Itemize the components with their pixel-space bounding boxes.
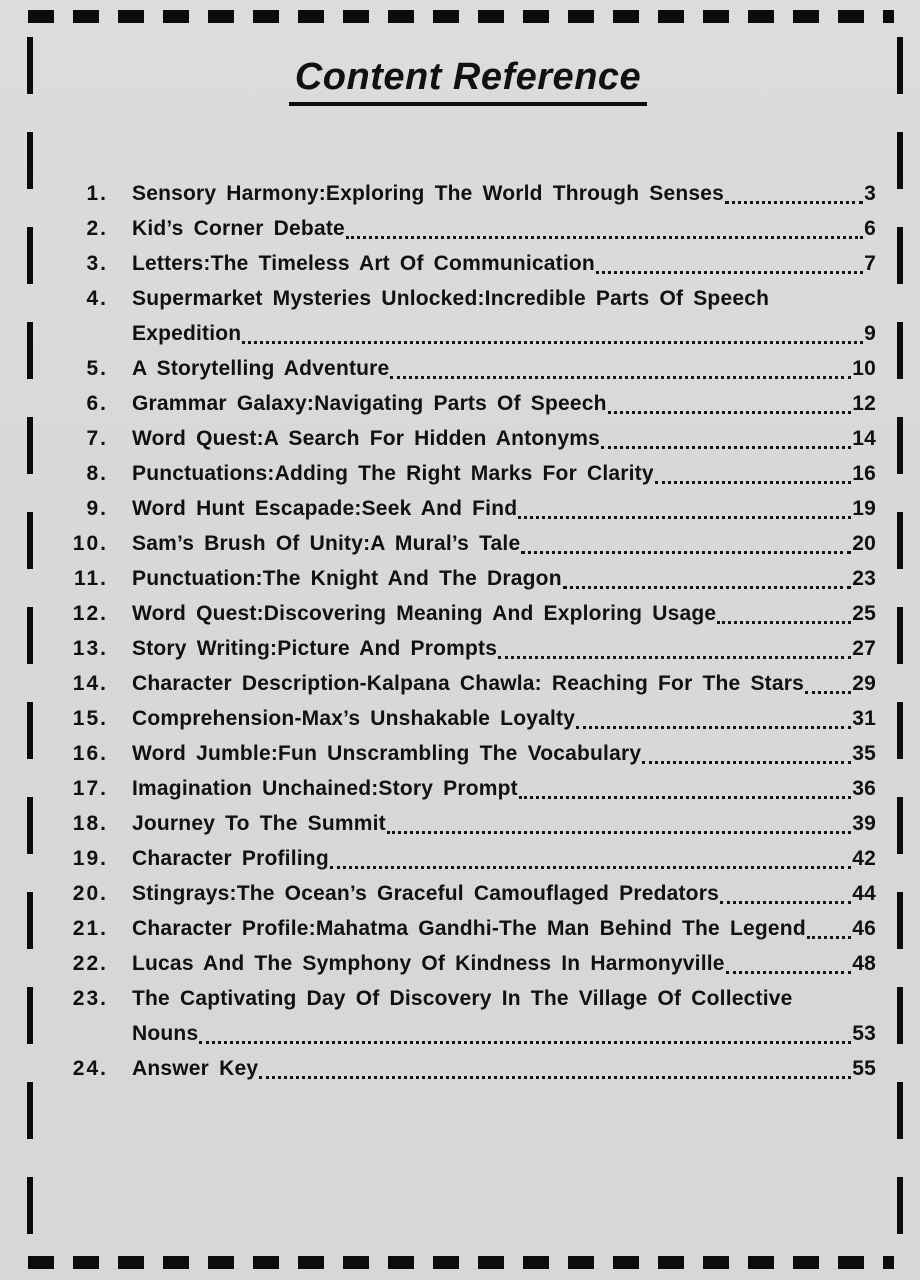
toc-item-title-line: Lucas And The Symphony Of Kindness In Harmonyville — [132, 952, 725, 975]
toc-item-page-number: 48 — [852, 952, 876, 975]
toc-item — [70, 876, 876, 911]
toc-item-body — [132, 701, 876, 736]
toc-leader-dots — [717, 596, 851, 624]
toc-item-page-number: 42 — [852, 847, 876, 870]
toc-item — [70, 351, 876, 386]
toc-item-number: 8. — [86, 462, 108, 485]
toc-item-title-line: Imagination Unchained:Story Prompt — [132, 777, 518, 800]
toc-item-page-number: 9 — [864, 322, 876, 345]
toc-item-page-number: 25 — [852, 602, 876, 625]
toc-item-last-line — [132, 771, 876, 806]
toc-item-body — [132, 666, 876, 701]
toc-item-title-line: Grammar Galaxy:Navigating Parts Of Speech — [132, 392, 607, 415]
toc-item-number: 20. — [72, 882, 108, 905]
toc-item-number: 5. — [86, 357, 108, 380]
toc-item-number: 18. — [72, 812, 108, 835]
toc-item-page-number: 6 — [864, 217, 876, 240]
toc-item-number: 17. — [72, 777, 108, 800]
toc-leader-dots — [518, 491, 851, 519]
toc-item-page-number: 3 — [864, 182, 876, 205]
toc-item-title-line: Sam’s Brush Of Unity:A Mural’s Tale — [132, 532, 521, 555]
toc-item-last-line — [132, 736, 876, 771]
toc-item-number: 24. — [72, 1057, 108, 1080]
toc-item-title-line: A Storytelling Adventure — [132, 357, 390, 380]
toc-item-last-line — [132, 841, 876, 876]
toc-item-number: 1. — [86, 182, 108, 205]
toc-item-body — [132, 491, 876, 526]
toc-item-number: 23. — [72, 987, 108, 1010]
toc-item-title-line: Punctuation:The Knight And The Dragon — [132, 567, 562, 590]
dashed-border-top — [28, 10, 894, 23]
toc-leader-dots — [576, 701, 851, 729]
toc-item-body — [132, 1051, 876, 1086]
toc-item — [70, 701, 876, 736]
toc-leader-dots — [259, 1051, 851, 1079]
toc-item-title-line: Stingrays:The Ocean’s Graceful Camouflaged Predators — [132, 882, 719, 905]
toc-item-body — [132, 246, 876, 281]
toc-leader-dots — [805, 666, 851, 694]
toc-item-body — [132, 281, 876, 351]
toc-item-body — [132, 421, 876, 456]
toc-leader-dots — [387, 806, 851, 834]
toc-item-last-line — [132, 211, 876, 246]
dashed-border-left — [27, 37, 33, 1242]
toc-item-last-line — [132, 946, 876, 981]
toc-item — [70, 736, 876, 771]
toc-item-last-line — [132, 176, 876, 211]
toc-item-page-number: 16 — [852, 462, 876, 485]
toc-item-title-line: Word Quest:A Search For Hidden Antonyms — [132, 427, 601, 450]
toc-item — [70, 911, 876, 946]
toc-item-title-line: Character Description-Kalpana Chawla: Reaching For The Stars — [132, 672, 804, 695]
toc-item-number: 6. — [86, 392, 108, 415]
toc-item-body — [132, 981, 876, 1051]
toc-item-number: 14. — [72, 672, 108, 695]
toc-leader-dots — [519, 771, 851, 799]
toc-item — [70, 456, 876, 491]
toc-item-title-line: Expedition — [132, 322, 242, 345]
toc-leader-dots — [601, 421, 851, 449]
toc-leader-dots — [199, 1016, 851, 1044]
toc-item-title-line: Story Writing:Picture And Prompts — [132, 637, 498, 660]
toc-item-body — [132, 526, 876, 561]
toc-item — [70, 631, 876, 666]
page-title: Content Reference — [289, 56, 647, 106]
dashed-border-right — [897, 37, 903, 1242]
toc-item-last-line — [132, 526, 876, 561]
toc-item-last-line — [132, 806, 876, 841]
toc-item-number: 12. — [72, 602, 108, 625]
toc-item-page-number: 44 — [852, 882, 876, 905]
toc-item-number: 13. — [72, 637, 108, 660]
toc-item-body — [132, 631, 876, 666]
toc-item-title-line: Punctuations:Adding The Right Marks For Clarity — [132, 462, 654, 485]
toc-item-last-line — [132, 876, 876, 911]
toc-item-number: 4. — [86, 287, 108, 310]
toc-item-body — [132, 561, 876, 596]
toc-item — [70, 946, 876, 981]
toc-item-title-line: Letters:The Timeless Art Of Communication — [132, 252, 595, 275]
toc-leader-dots — [725, 176, 863, 204]
toc-item-number: 22. — [72, 952, 108, 975]
toc-item-body — [132, 176, 876, 211]
toc-item-number: 15. — [72, 707, 108, 730]
toc-item-number: 2. — [86, 217, 108, 240]
toc-leader-dots — [720, 876, 851, 904]
toc-item-number: 9. — [86, 497, 108, 520]
toc-item-title-line: Comprehension-Max’s Unshakable Loyalty — [132, 707, 576, 730]
toc-item-last-line — [132, 631, 876, 666]
toc-item-last-line — [132, 351, 876, 386]
toc-item-last-line — [132, 911, 876, 946]
toc-item-last-line — [132, 456, 876, 491]
toc-item-page-number: 53 — [852, 1022, 876, 1045]
dashed-border-bottom — [28, 1256, 894, 1269]
toc-leader-dots — [346, 211, 863, 239]
toc-item-last-line — [132, 666, 876, 701]
toc-item — [70, 666, 876, 701]
toc-leader-dots — [390, 351, 851, 379]
toc-item-page-number: 31 — [852, 707, 876, 730]
toc-item — [70, 771, 876, 806]
toc-leader-dots — [498, 631, 851, 659]
toc-item-body — [132, 386, 876, 421]
toc-item-body — [132, 771, 876, 806]
toc-item-page-number: 10 — [852, 357, 876, 380]
toc-item — [70, 281, 876, 351]
toc-item-page-number: 55 — [852, 1057, 876, 1080]
toc-leader-dots — [596, 246, 863, 274]
toc-item-title-line: Word Hunt Escapade:Seek And Find — [132, 497, 518, 520]
toc-item — [70, 176, 876, 211]
toc-leader-dots — [608, 386, 852, 414]
toc-item-page-number: 20 — [852, 532, 876, 555]
toc-item-body — [132, 876, 876, 911]
toc-leader-dots — [807, 911, 851, 939]
toc-item-page-number: 12 — [852, 392, 876, 415]
toc-item-page-number: 35 — [852, 742, 876, 765]
toc-item-body — [132, 911, 876, 946]
toc-item — [70, 561, 876, 596]
toc-item-title-line: Word Jumble:Fun Unscrambling The Vocabulary — [132, 742, 642, 765]
toc-item-page-number: 29 — [852, 672, 876, 695]
toc-list — [70, 176, 876, 1086]
toc-item-body — [132, 806, 876, 841]
toc-leader-dots — [726, 946, 852, 974]
toc-item-number: 21. — [72, 917, 108, 940]
toc-item-title-line: Character Profile:Mahatma Gandhi-The Man Behind The Legend — [132, 917, 806, 940]
toc-item-last-line — [132, 596, 876, 631]
toc-leader-dots — [521, 526, 851, 554]
toc-item-page-number: 36 — [852, 777, 876, 800]
toc-item-last-line — [132, 386, 876, 421]
toc-item-title-line: The Captivating Day Of Discovery In The Village Of Collective — [132, 987, 793, 1010]
toc-item — [70, 841, 876, 876]
toc-item-page-number: 27 — [852, 637, 876, 660]
toc-item-number: 10. — [72, 532, 108, 555]
toc-item-page-number: 19 — [852, 497, 876, 520]
toc-item-body — [132, 351, 876, 386]
toc-item — [70, 491, 876, 526]
toc-item-body — [132, 211, 876, 246]
toc-item-last-line — [132, 316, 876, 351]
toc-item-body — [132, 946, 876, 981]
toc-item — [70, 806, 876, 841]
toc-item-body — [132, 456, 876, 491]
toc-item-number: 19. — [72, 847, 108, 870]
toc-item-title-line: Answer Key — [132, 1057, 259, 1080]
toc-item-title-line: Word Quest:Discovering Meaning And Exploring Usage — [132, 602, 717, 625]
toc-leader-dots — [655, 456, 851, 484]
toc-item-title-line: Journey To The Summit — [132, 812, 386, 835]
toc-item-page-number: 39 — [852, 812, 876, 835]
toc-item-number: 7. — [86, 427, 108, 450]
toc-item-last-line — [132, 1016, 876, 1051]
toc-item-last-line — [132, 1051, 876, 1086]
toc-item-number: 16. — [72, 742, 108, 765]
toc-item-page-number: 46 — [852, 917, 876, 940]
toc-item — [70, 386, 876, 421]
toc-leader-dots — [242, 316, 863, 344]
toc-item-page-number: 23 — [852, 567, 876, 590]
toc-item — [70, 596, 876, 631]
toc-item-page-number: 7 — [864, 252, 876, 275]
toc-item-last-line — [132, 491, 876, 526]
toc-item-title-line: Character Profiling — [132, 847, 329, 870]
toc-item-last-line — [132, 421, 876, 456]
toc-item-page-number: 14 — [852, 427, 876, 450]
toc-item — [70, 981, 876, 1051]
title-container — [60, 56, 876, 106]
toc-item — [70, 246, 876, 281]
toc-item-title-line: Nouns — [132, 1022, 199, 1045]
toc-item-last-line — [132, 701, 876, 736]
toc-leader-dots — [642, 736, 851, 764]
toc-item — [70, 211, 876, 246]
toc-item-body — [132, 736, 876, 771]
toc-item-number: 11. — [73, 567, 108, 590]
toc-item-body — [132, 596, 876, 631]
toc-item-title-line: Supermarket Mysteries Unlocked:Incredible Parts Of Speech — [132, 287, 770, 310]
toc-leader-dots — [563, 561, 851, 589]
toc-item — [70, 421, 876, 456]
toc-item-title-line: Kid’s Corner Debate — [132, 217, 345, 240]
toc-leader-dots — [330, 841, 851, 869]
toc-item — [70, 1051, 876, 1086]
toc-item-number: 3. — [86, 252, 108, 275]
toc-item-last-line — [132, 246, 876, 281]
toc-item — [70, 526, 876, 561]
toc-item-last-line — [132, 561, 876, 596]
toc-item-body — [132, 841, 876, 876]
toc-item-title-line: Sensory Harmony:Exploring The World Through Senses — [132, 182, 725, 205]
